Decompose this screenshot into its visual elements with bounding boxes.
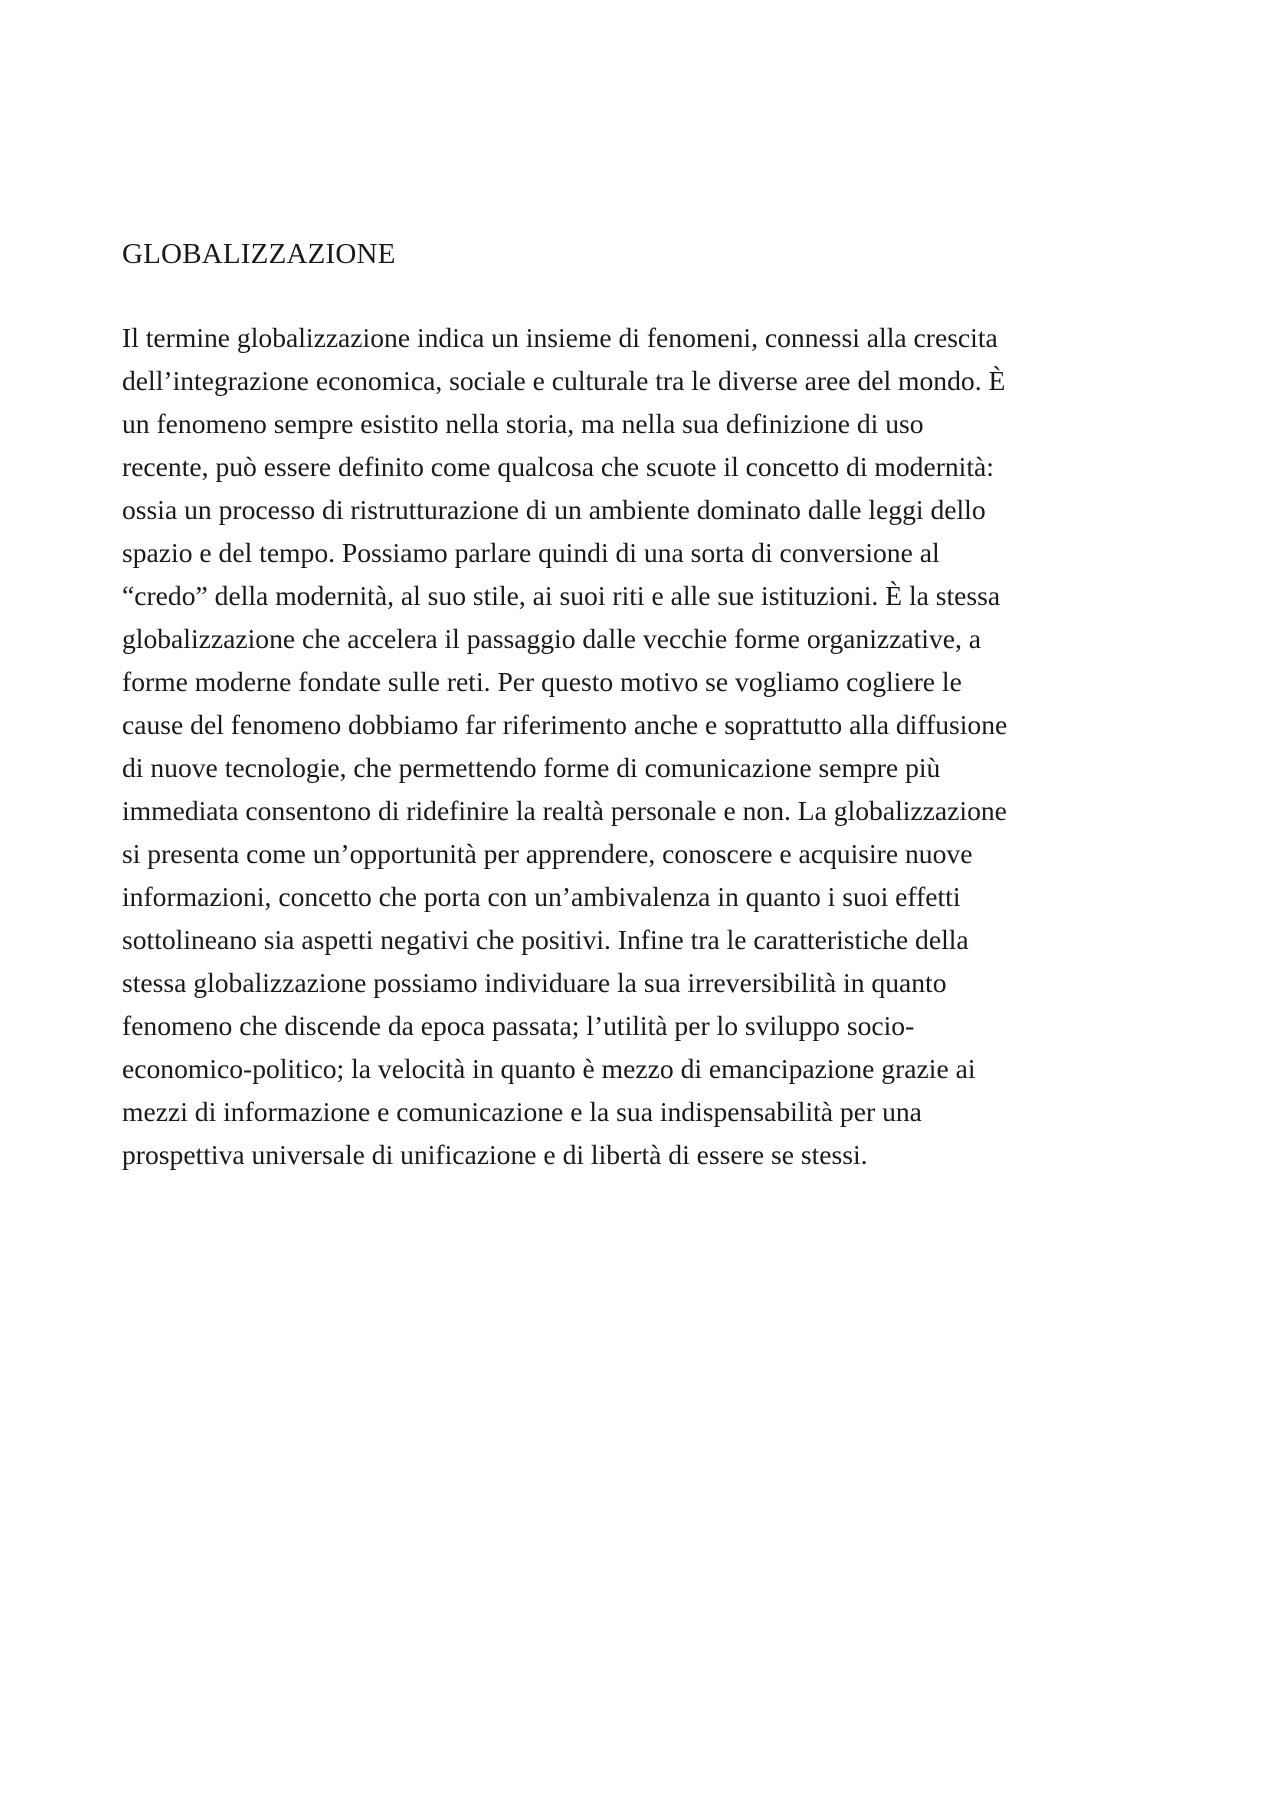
body-line: dell’integrazione economica, sociale e culturale tra le diverse aree del mondo. È: [122, 365, 1006, 396]
body-line: Il termine globalizzazione indica un insieme di fenomeni, connessi alla crescita: [122, 322, 998, 353]
body-line: immediata consentono di ridefinire la realtà personale e non. La globalizzazione: [122, 795, 1007, 826]
body-line: ossia un processo di ristrutturazione di un ambiente dominato dalle leggi dello: [122, 494, 986, 525]
body-line: economico-politico; la velocità in quanto è mezzo di emancipazione grazie ai: [122, 1053, 976, 1084]
body-line: spazio e del tempo. Possiamo parlare quindi di una sorta di conversione al: [122, 537, 940, 568]
body-line: forme moderne fondate sulle reti. Per questo motivo se vogliamo cogliere le: [122, 666, 962, 697]
document-title: GLOBALIZZAZIONE: [122, 238, 396, 270]
body-line: si presenta come un’opportunità per apprendere, conoscere e acquisire nuove: [122, 838, 973, 869]
body-line: “credo” della modernità, al suo stile, ai suoi riti e alle sue istituzioni. È la stessa: [122, 580, 1001, 611]
body-line: recente, può essere definito come qualcosa che scuote il concetto di modernità:: [122, 451, 994, 482]
body-line: un fenomeno sempre esistito nella storia, ma nella sua definizione di uso: [122, 408, 924, 439]
body-line: di nuove tecnologie, che permettendo forme di comunicazione sempre più: [122, 752, 941, 783]
body-line: cause del fenomeno dobbiamo far riferimento anche e soprattutto alla diffusione: [122, 709, 1008, 740]
body-line: stessa globalizzazione possiamo individuare la sua irreversibilità in quanto: [122, 967, 947, 998]
body-line: prospettiva universale di unificazione e di libertà di essere se stessi.: [122, 1139, 868, 1170]
body-line: mezzi di informazione e comunicazione e la sua indispensabilità per una: [122, 1096, 922, 1127]
body-line: globalizzazione che accelera il passaggio dalle vecchie forme organizzative, a: [122, 623, 982, 654]
body-line: informazioni, concetto che porta con un’ambivalenza in quanto i suoi effetti: [122, 881, 961, 912]
body-line: sottolineano sia aspetti negativi che positivi. Infine tra le caratteristiche della: [122, 924, 969, 955]
document-body: [122, 316, 1182, 1176]
body-line: fenomeno che discende da epoca passata; l’utilità per lo sviluppo socio-: [122, 1010, 915, 1041]
